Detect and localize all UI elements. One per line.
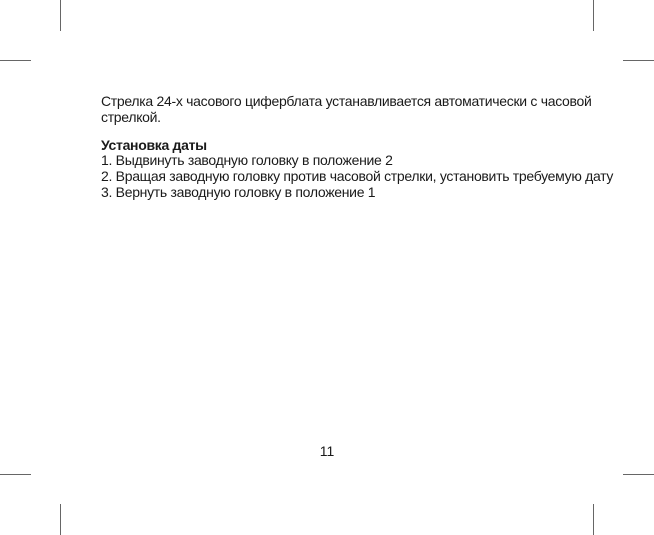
step-item: 1. Выдвинуть заводную головку в положение 2 — [101, 152, 393, 169]
crop-mark-bottom-right-vertical — [593, 504, 594, 535]
step-item: 3. Вернуть заводную головку в положение 1 — [101, 183, 376, 200]
crop-mark-top-left-horizontal — [0, 60, 31, 61]
crop-mark-top-right-horizontal — [623, 60, 654, 61]
intro-line-2: стрелкой. — [101, 108, 161, 125]
date-setting-steps — [101, 153, 613, 200]
step-item: 2. Вращая заводную головку против часовой стрелки, установить требуемую дату — [101, 168, 614, 185]
page-number: 11 — [319, 443, 335, 459]
crop-mark-bottom-right-horizontal — [623, 474, 654, 475]
page-text — [101, 94, 613, 201]
crop-mark-top-left-vertical — [60, 0, 61, 31]
crop-mark-top-right-vertical — [593, 0, 594, 31]
crop-mark-bottom-left-horizontal — [0, 474, 31, 475]
crop-mark-bottom-left-vertical — [60, 504, 61, 535]
intro-line-1: Стрелка 24-х часового циферблата устанавливается автоматически с часовой — [101, 93, 592, 109]
date-setting-heading: Установка даты — [101, 136, 207, 153]
intro-paragraph — [101, 94, 613, 126]
